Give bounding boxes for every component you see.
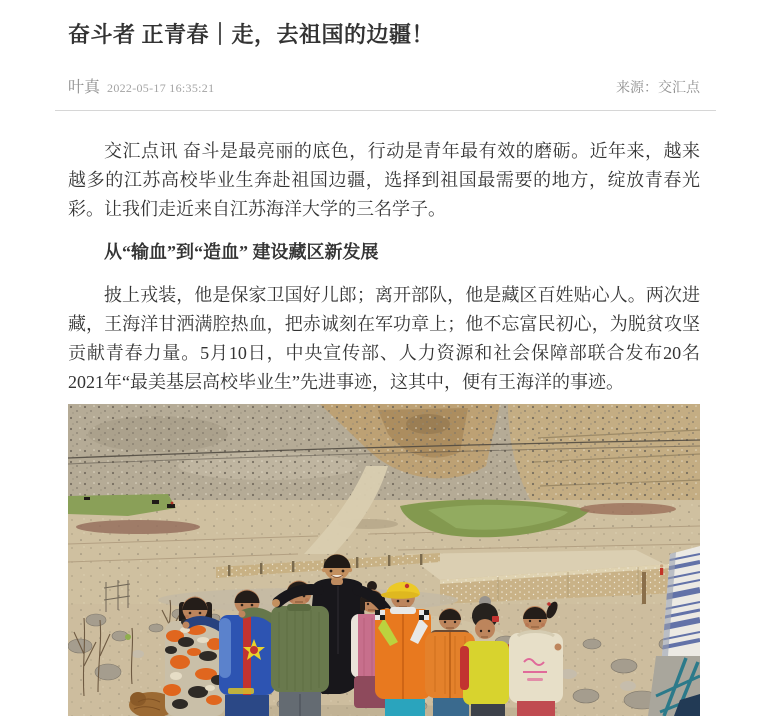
photo-illustration: [68, 404, 700, 716]
meta-left: [68, 74, 214, 97]
meta-right: [616, 77, 700, 97]
photo-distant-person: [660, 564, 663, 575]
section-heading: 从“输血”到“造血” 建设藏区新发展: [104, 241, 379, 262]
photo-wood-post: [642, 572, 646, 608]
source-label: 来源：交汇点: [616, 80, 700, 96]
article-page: [0, 20, 759, 716]
divider: [55, 110, 716, 111]
paragraph-body: 披上戎装，他是保家卫国好儿郎；离开部队，他是藏区百姓贴心人。两次进藏，王海洋甘洒满腔热血，把赤诚刻在军功章上；他不忘富民初心，为脱贫攻坚贡献青春力量。5月10日，中央宣传部、人力资源和社会保障部联合发布20名2021年“最美基层高校毕业生”先进事迹，这其中，便有王海洋的事迹。: [68, 284, 700, 392]
article-photo[interactable]: [68, 404, 700, 716]
paragraph-intro: 交汇点讯 奋斗是最亮丽的底色，行动是青年最有效的磨砺。近年来，越来越多的江苏高校毕业生奔赴祖国边疆，选择到祖国最需要的地方，绽放青春光彩。让我们走近来自江苏海洋大学的三名学子。: [68, 140, 700, 219]
author-name: 叶真: [68, 78, 101, 96]
publish-timestamp: 2022-05-17 16:35:21: [107, 80, 215, 95]
page-title: 奋斗者 正青春｜走，去祖国的边疆！: [68, 22, 435, 47]
article-body: [68, 137, 700, 716]
article-meta: [68, 74, 700, 97]
photo-green-tuft: [125, 634, 131, 640]
